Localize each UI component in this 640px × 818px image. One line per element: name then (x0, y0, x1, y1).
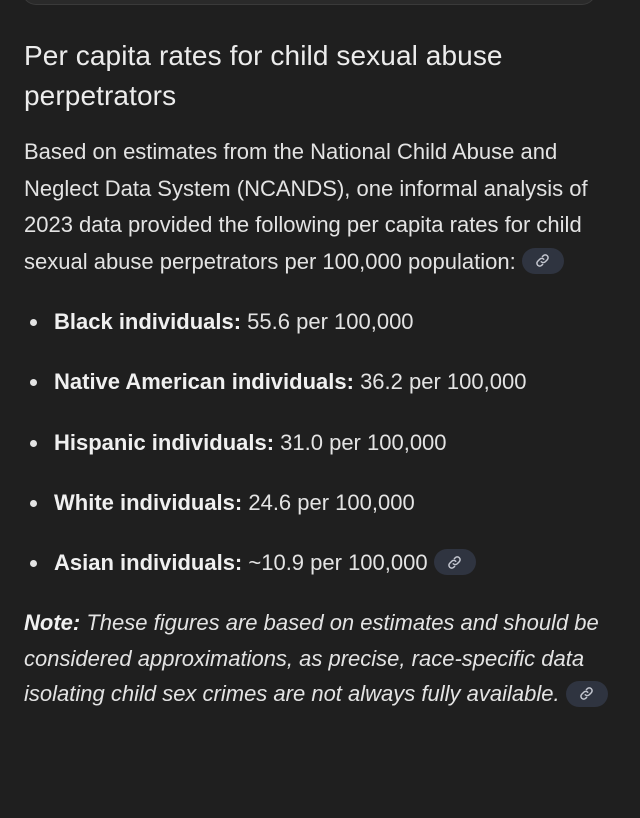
previous-card-edge (22, 0, 596, 5)
bullet (30, 440, 37, 447)
bullet (30, 319, 37, 326)
note-label: Note: (24, 610, 81, 636)
note-paragraph (24, 605, 624, 712)
rate-label: Hispanic individuals: (54, 429, 275, 455)
intro-paragraph (24, 134, 624, 280)
source-link-chip[interactable] (522, 248, 564, 274)
rate-label: Black individuals: (54, 309, 242, 334)
intro-text: Based on estimates from the National Child Abuse and Neglect Data System (NCANDS), one informal analysis of 2023 data provided the following per capita rates for child sexual abuse perpetrators per 100,000 population: (24, 139, 588, 274)
link-icon (535, 253, 550, 268)
list-item (24, 545, 624, 581)
list-item (24, 304, 624, 340)
source-link-chip[interactable] (434, 549, 476, 575)
rate-value: 24.6 per 100,000 (242, 489, 415, 515)
rate-label: White individuals: (54, 489, 243, 515)
bullet (30, 560, 37, 567)
rate-value: 36.2 per 100,000 (353, 369, 527, 395)
list-item (24, 425, 624, 461)
rate-label: Asian individuals: (54, 550, 243, 576)
response-content (24, 36, 624, 712)
list-item (24, 364, 624, 400)
bullet (30, 500, 37, 507)
source-link-chip[interactable] (566, 681, 608, 707)
note-text: These figures are based on estimates and should be considered approximations, as precise, race-specific data isolating child sex crimes are not always fully available. (24, 610, 599, 707)
rates-list (24, 304, 624, 581)
list-item (24, 485, 624, 521)
rate-value: 31.0 per 100,000 (274, 429, 447, 455)
rate-value: ~10.9 per 100,000 (242, 550, 428, 576)
section-heading: Per capita rates for child sexual abuse perpetrators (24, 40, 503, 111)
link-icon (579, 686, 594, 701)
bullet (30, 379, 37, 386)
link-icon (447, 555, 462, 570)
rate-value: 55.6 per 100,000 (241, 309, 414, 334)
rate-label: Native American individuals: (54, 369, 354, 395)
